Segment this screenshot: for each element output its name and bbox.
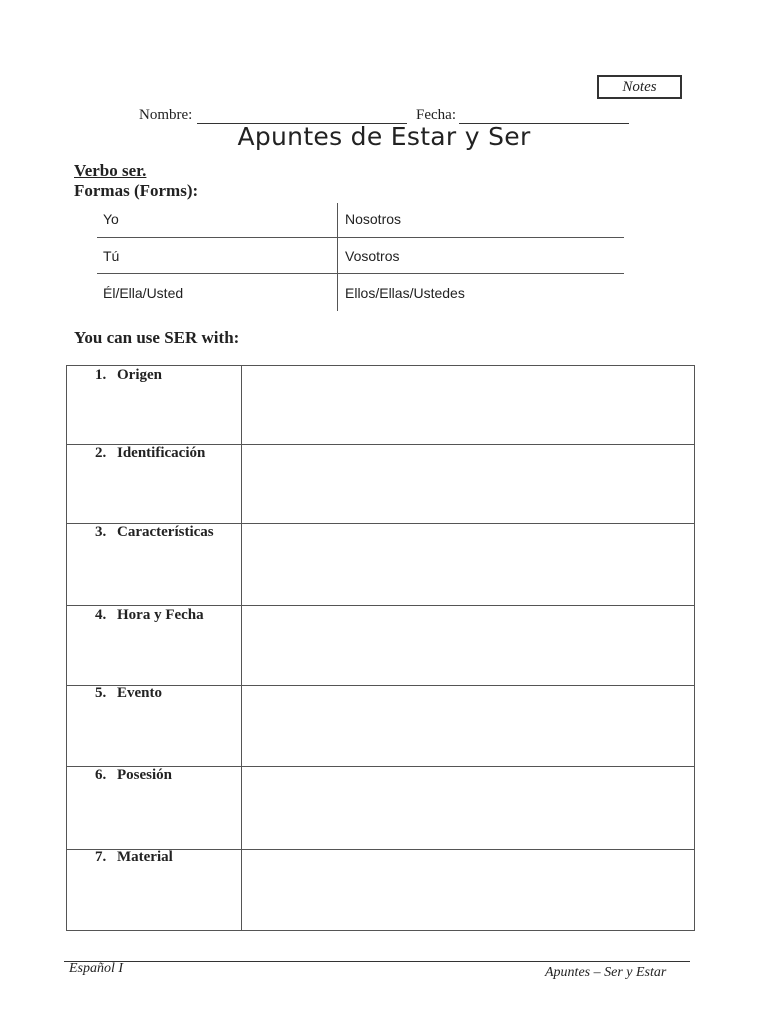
conjugation-singular-yo: Yo <box>103 211 119 227</box>
uses-item-identificacion <box>95 445 205 462</box>
uses-item-label: Evento <box>117 685 162 701</box>
verb-heading: Verbo ser. <box>74 161 147 180</box>
conjugation-plural-vosotros: Vosotros <box>345 248 400 264</box>
footer-title: Apuntes – Ser y Estar <box>545 965 667 980</box>
uses-item-number: 6. <box>95 767 107 783</box>
uses-heading: You can use SER with: <box>74 328 240 347</box>
uses-item-material <box>95 849 173 866</box>
uses-item-label: Origen <box>117 367 162 383</box>
conjugation-plural-nosotros: Nosotros <box>345 211 402 227</box>
page-title: Apuntes de Estar y Ser <box>237 122 531 151</box>
uses-item-number: 5. <box>95 685 107 701</box>
uses-item-number: 4. <box>95 607 107 623</box>
uses-item-label: Posesión <box>117 767 173 783</box>
uses-item-evento <box>95 685 162 702</box>
uses-item-posesion <box>95 767 172 784</box>
uses-item-origen <box>95 367 162 384</box>
uses-item-label: Material <box>117 849 173 865</box>
uses-item-label: Hora y Fecha <box>117 607 204 623</box>
footer-course: Español I <box>69 961 124 976</box>
notes-badge: Notes <box>597 75 682 99</box>
uses-column-divider <box>241 365 242 931</box>
uses-item-hora-fecha <box>95 607 204 624</box>
conjugation-singular-el: Él/Ella/Usted <box>103 285 184 301</box>
date-label: Fecha: <box>416 107 456 123</box>
uses-row-divider <box>66 605 695 606</box>
uses-item-label: Características <box>117 524 214 540</box>
uses-item-number: 7. <box>95 849 107 865</box>
uses-item-number: 3. <box>95 524 107 540</box>
uses-item-caracteristicas <box>95 524 214 541</box>
conjugation-divider <box>97 273 624 274</box>
conjugation-divider <box>97 237 624 238</box>
name-label: Nombre: <box>139 107 193 123</box>
uses-item-label: Identificación <box>117 445 206 461</box>
conjugation-plural-ellos: Ellos/Ellas/Ustedes <box>345 285 465 301</box>
forms-heading: Formas (Forms): <box>74 181 199 200</box>
uses-item-number: 2. <box>95 445 107 461</box>
conjugation-singular-tu: Tú <box>103 248 120 264</box>
footer-divider <box>64 961 690 962</box>
conjugation-column-divider <box>337 203 338 311</box>
uses-item-number: 1. <box>95 367 107 383</box>
